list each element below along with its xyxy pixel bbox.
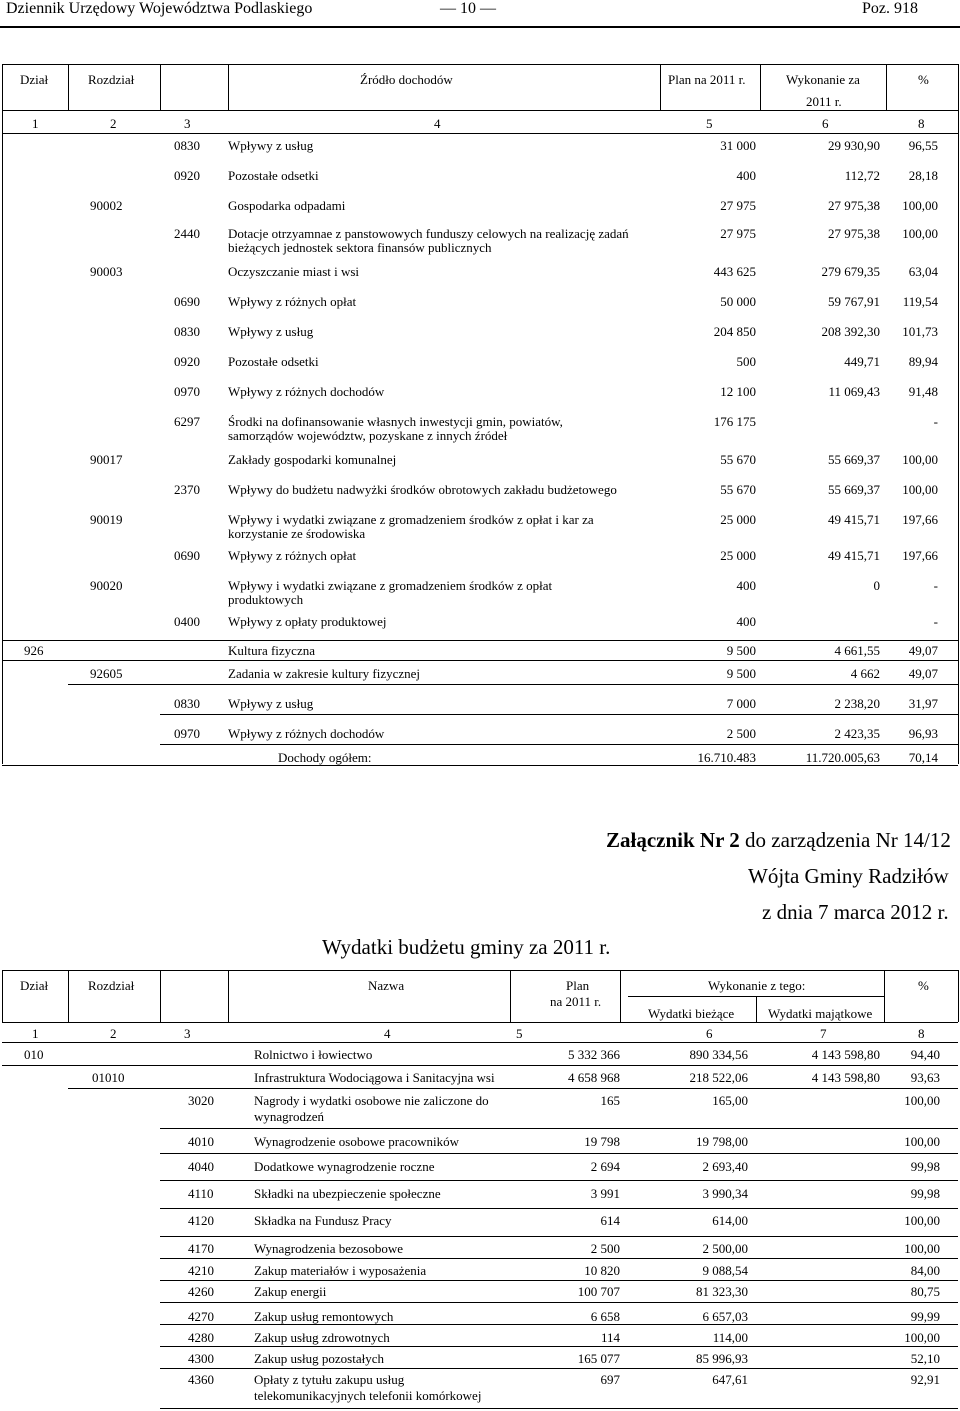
page-number: — 10 — [440, 0, 496, 17]
row-name: Wpływy z usług [228, 324, 314, 339]
row-paragraph: 0830 [174, 324, 200, 339]
row-plan: 6 658 [590, 1309, 620, 1324]
col-num-2: 2 [110, 1026, 117, 1041]
row-name: Pozostałe odsetki [228, 354, 319, 369]
row-name: Kultura fizyczna [228, 643, 315, 658]
row-rule [160, 1236, 958, 1237]
row-percent: 49,07 [908, 666, 938, 681]
row-execution: 27 975,38 [828, 226, 880, 241]
row-rozdzial: 90003 [90, 264, 123, 279]
row-paragraph: 0830 [174, 138, 200, 153]
annex-decree: do zarządzenia Nr 14/12 [739, 828, 951, 852]
row-plan: 31 000 [720, 138, 756, 153]
section-rule [2, 640, 958, 641]
row-plan: 9 500 [726, 666, 756, 681]
row-name: Wpływy z opłaty produktowej [228, 614, 387, 629]
row-name: Gospodarka odpadami [228, 198, 346, 213]
row-rule [160, 744, 958, 745]
row-name-cont: produktowych [228, 592, 304, 607]
row-rule [160, 1302, 958, 1303]
annex-line-2: Wójta Gminy Radziłów [748, 864, 949, 888]
row-execution: 49 415,71 [828, 548, 880, 563]
header-capital: Wydatki majątkowe [768, 1006, 873, 1021]
row-plan: 12 100 [720, 384, 756, 399]
header-current: Wydatki bieżące [648, 1006, 735, 1021]
header-rule [2, 110, 958, 111]
row-paragraph: 3020 [188, 1093, 214, 1108]
row-paragraph: 4170 [188, 1241, 214, 1256]
row-percent: - [933, 578, 938, 593]
row-current: 890 334,56 [689, 1047, 748, 1062]
row-percent: 101,73 [902, 324, 938, 339]
header-dzial: Dział [20, 72, 49, 87]
row-execution: 2 423,35 [834, 726, 880, 741]
row-percent: 99,98 [910, 1186, 940, 1201]
row-dzial: 926 [24, 643, 44, 658]
column-rule [756, 996, 757, 1022]
row-rozdzial: 90020 [90, 578, 123, 593]
row-percent: 100,00 [902, 482, 938, 497]
row-execution: 112,72 [844, 168, 880, 183]
row-execution: 279 679,35 [821, 264, 880, 279]
row-plan: 19 798 [584, 1134, 620, 1149]
row-percent: 84,00 [910, 1263, 940, 1278]
row-execution: 55 669,37 [828, 482, 880, 497]
col-number-rule [2, 133, 958, 134]
row-rule [160, 1324, 958, 1325]
row-name: Rolnictwo i łowiectwo [254, 1047, 373, 1062]
col-num-4: 4 [434, 116, 441, 131]
row-paragraph: 0690 [174, 294, 200, 309]
row-current: 19 798,00 [696, 1134, 748, 1149]
row-plan: 5 332 366 [568, 1047, 620, 1062]
row-rule [160, 1280, 958, 1281]
row-rule [160, 1153, 958, 1154]
col-num-8: 8 [918, 1026, 925, 1041]
header-source: Źródło dochodów [360, 72, 453, 87]
row-name: Zakup usług remontowych [254, 1309, 394, 1324]
row-rule [160, 1368, 958, 1369]
row-name: Opłaty z tytułu zakupu usług [254, 1372, 405, 1387]
row-plan: 114 [600, 1330, 620, 1345]
row-percent: - [933, 414, 938, 429]
row-name: Nagrody i wydatki osobowe nie zaliczone do [254, 1093, 489, 1108]
row-name: Wpływy z usług [228, 138, 314, 153]
row-rule [68, 684, 958, 685]
row-rule [160, 1128, 958, 1129]
row-plan: 4 658 968 [568, 1070, 620, 1085]
row-percent: 94,40 [910, 1047, 940, 1062]
row-percent: 99,99 [910, 1309, 940, 1324]
row-plan: 204 850 [713, 324, 756, 339]
row-rule [160, 1208, 958, 1209]
row-plan: 165 [600, 1093, 620, 1108]
col-num-4: 4 [384, 1026, 391, 1041]
header-percent: % [918, 978, 929, 993]
row-paragraph: 0920 [174, 168, 200, 183]
row-paragraph: 4360 [188, 1372, 214, 1387]
col-num-5: 5 [706, 116, 713, 131]
column-rule [958, 970, 959, 1022]
row-percent: 80,75 [910, 1284, 940, 1299]
row-current: 6 657,03 [702, 1309, 748, 1324]
row-paragraph: 4010 [188, 1134, 214, 1149]
column-rule [620, 970, 621, 1022]
row-rozdzial: 90019 [90, 512, 123, 527]
row-name: Pozostałe odsetki [228, 168, 319, 183]
row-name: Oczyszczanie miast i wsi [228, 264, 360, 279]
row-name-cont: bieżących jednostek sektora finansów publicznych [228, 240, 492, 255]
row-plan: 9 500 [726, 643, 756, 658]
row-paragraph: 4280 [188, 1330, 214, 1345]
table-top-rule [2, 64, 958, 65]
journal-title: Dziennik Urzędowy Województwa Podlaskiego [6, 0, 313, 17]
header-plan-year: na 2011 r. [550, 994, 602, 1009]
row-paragraph: 4120 [188, 1213, 214, 1228]
row-name: Wpływy do budżetu nadwyżki środków obrotowych zakładu budżetowego [228, 482, 617, 497]
row-name-cont: telekomunikacyjnych telefonii komórkowej [254, 1388, 482, 1403]
row-name: Wpływy i wydatki związane z gromadzeniem środków z opłat [228, 578, 553, 593]
col-num-8: 8 [918, 116, 925, 131]
row-percent: 197,66 [902, 548, 938, 563]
row-plan: 7 000 [726, 696, 756, 711]
row-paragraph: 0400 [174, 614, 200, 629]
row-plan: 697 [600, 1372, 620, 1387]
annex-line-1 [606, 828, 951, 853]
row-name-cont: korzystanie ze środowiska [228, 526, 366, 541]
annex-line-3: z dnia 7 marca 2012 r. [762, 900, 949, 924]
row-name: Dotacje otrzyamnae z panstowowych funduszy celowych na realizację zadań [228, 226, 629, 241]
row-name: Zakup materiałów i wyposażenia [254, 1263, 427, 1278]
row-capital: 4 143 598,80 [811, 1070, 880, 1085]
row-execution: 59 767,91 [828, 294, 880, 309]
row-plan: 443 625 [713, 264, 756, 279]
row-current: 9 088,54 [702, 1263, 748, 1278]
row-plan: 55 670 [720, 482, 756, 497]
row-plan: 2 694 [590, 1159, 620, 1174]
row-percent: 89,94 [908, 354, 938, 369]
row-name: Środki na dofinansowanie własnych inwestycji gmin, powiatów, [228, 414, 563, 429]
column-rule [160, 64, 161, 110]
col-num-1: 1 [32, 1026, 39, 1041]
row-plan: 27 975 [720, 226, 756, 241]
row-execution: 27 975,38 [828, 198, 880, 213]
header-execution: Wykonanie za [786, 72, 860, 87]
row-percent: 63,04 [908, 264, 938, 279]
row-paragraph: 0830 [174, 696, 200, 711]
column-rule [760, 64, 761, 110]
column-rule [2, 970, 3, 1022]
row-current: 85 996,93 [696, 1351, 748, 1366]
header-rozdzial: Rozdział [88, 72, 135, 87]
row-paragraph: 4040 [188, 1159, 214, 1174]
row-plan: 50 000 [720, 294, 756, 309]
column-rule [660, 64, 661, 110]
row-percent: 100,00 [902, 226, 938, 241]
row-name: Wpływy i wydatki związane z gromadzeniem środków z opłat i kar za [228, 512, 594, 527]
row-execution: 208 392,30 [821, 324, 880, 339]
row-percent: 100,00 [904, 1241, 940, 1256]
row-execution: 449,71 [844, 354, 880, 369]
row-current: 165,00 [712, 1093, 748, 1108]
row-percent: 100,00 [902, 452, 938, 467]
row-paragraph: 0970 [174, 726, 200, 741]
row-percent: 100,00 [904, 1093, 940, 1108]
row-plan: 2 500 [726, 726, 756, 741]
row-rule [160, 1258, 958, 1259]
col-num-7: 7 [820, 1026, 827, 1041]
row-percent: 119,54 [902, 294, 938, 309]
annex-number: Załącznik Nr 2 [606, 828, 740, 852]
row-execution: 49 415,71 [828, 512, 880, 527]
row-percent: 197,66 [902, 512, 938, 527]
row-rozdzial: 92605 [90, 666, 123, 681]
row-plan: 25 000 [720, 548, 756, 563]
row-rule [160, 1346, 958, 1347]
row-plan: 614 [600, 1213, 620, 1228]
row-execution: 55 669,37 [828, 452, 880, 467]
row-plan: 3 991 [590, 1186, 620, 1201]
col-num-3: 3 [184, 1026, 191, 1041]
row-rule [2, 660, 958, 661]
row-rule [160, 1408, 958, 1409]
total-execution: 11.720.005,63 [805, 750, 880, 765]
row-rule [2, 1065, 958, 1066]
col-num-6: 6 [706, 1026, 713, 1041]
row-execution: 4 662 [850, 666, 880, 681]
header-execution: Wykonanie z tego: [708, 978, 806, 993]
row-paragraph: 4300 [188, 1351, 214, 1366]
row-current: 3 990,34 [702, 1186, 748, 1201]
column-rule [886, 64, 887, 110]
row-name: Wynagrodzenia bezosobowe [254, 1241, 404, 1256]
row-dzial: 010 [24, 1047, 44, 1062]
column-rule [160, 970, 161, 1022]
row-rozdzial: 01010 [92, 1070, 125, 1085]
row-name: Zakup usług zdrowotnych [254, 1330, 390, 1345]
header-rozdzial: Rozdział [88, 978, 135, 993]
row-name: Wpływy z usług [228, 696, 314, 711]
table-top-rule [2, 970, 958, 971]
position-number: Poz. 918 [862, 0, 918, 17]
row-percent: 100,00 [904, 1134, 940, 1149]
row-percent: 52,10 [910, 1351, 940, 1366]
row-capital: 4 143 598,80 [811, 1047, 880, 1062]
col-num-5: 5 [516, 1026, 523, 1041]
column-rule [68, 64, 69, 110]
col-num-2: 2 [110, 116, 117, 131]
col-num-1: 1 [32, 116, 39, 131]
row-execution: 2 238,20 [834, 696, 880, 711]
col-number-rule [2, 1042, 958, 1043]
row-execution: 11 069,43 [828, 384, 880, 399]
row-percent: - [933, 614, 938, 629]
row-rozdzial: 90002 [90, 198, 123, 213]
total-plan: 16.710.483 [697, 750, 756, 765]
row-name: Zakłady gospodarki komunalnej [228, 452, 397, 467]
row-rule [160, 714, 958, 715]
row-current: 647,61 [712, 1372, 748, 1387]
row-plan: 400 [736, 578, 756, 593]
row-plan: 176 175 [713, 414, 756, 429]
row-plan: 25 000 [720, 512, 756, 527]
row-percent: 92,91 [910, 1372, 940, 1387]
row-paragraph: 0970 [174, 384, 200, 399]
row-current: 2 693,40 [702, 1159, 748, 1174]
row-name: Zadania w zakresie kultury fizycznej [228, 666, 421, 681]
row-paragraph: 4110 [188, 1186, 214, 1201]
row-name: Wpływy z różnych opłat [228, 548, 357, 563]
row-percent: 100,00 [904, 1213, 940, 1228]
row-current: 81 323,30 [696, 1284, 748, 1299]
row-plan: 100 707 [577, 1284, 620, 1299]
row-rule [68, 1088, 958, 1089]
row-name: Wpływy z różnych dochodów [228, 384, 385, 399]
header-rule [0, 26, 960, 28]
row-name: Zakup energii [254, 1284, 327, 1299]
row-execution: 29 930,90 [828, 138, 880, 153]
header-plan: Plan [566, 978, 590, 993]
column-rule [958, 64, 959, 764]
row-name: Wpływy z różnych opłat [228, 294, 357, 309]
total-percent: 70,14 [908, 750, 938, 765]
row-name-cont: wynagrodzeń [254, 1109, 325, 1124]
row-plan: 10 820 [584, 1263, 620, 1278]
row-percent: 96,55 [908, 138, 938, 153]
row-name: Infrastruktura Wodociągowa i Sanitacyjna wsi [254, 1070, 495, 1085]
row-plan: 400 [736, 168, 756, 183]
header-name: Nazwa [368, 978, 405, 993]
table-bottom-rule [2, 765, 958, 766]
row-rule [160, 1180, 958, 1181]
row-current: 614,00 [712, 1213, 748, 1228]
row-paragraph: 4210 [188, 1263, 214, 1278]
row-current: 114,00 [712, 1330, 748, 1345]
row-rozdzial: 90017 [90, 452, 123, 467]
header-plan: Plan na 2011 r. [668, 72, 746, 87]
row-paragraph: 0920 [174, 354, 200, 369]
row-plan: 27 975 [720, 198, 756, 213]
row-current: 218 522,06 [689, 1070, 748, 1085]
row-current: 2 500,00 [702, 1241, 748, 1256]
col-num-3: 3 [184, 116, 191, 131]
total-label: Dochody ogółem: [278, 750, 372, 765]
row-percent: 31,97 [908, 696, 938, 711]
row-name: Składki na ubezpieczenie społeczne [254, 1186, 441, 1201]
header-dzial: Dział [20, 978, 49, 993]
row-plan: 400 [736, 614, 756, 629]
row-name: Wynagrodzenie osobowe pracowników [254, 1134, 459, 1149]
column-rule [228, 64, 229, 110]
row-paragraph: 2370 [174, 482, 200, 497]
column-rule [884, 970, 885, 1022]
row-name: Dodatkowe wynagrodzenie roczne [254, 1159, 435, 1174]
row-percent: 93,63 [910, 1070, 940, 1085]
column-rule [2, 64, 3, 764]
header-execution-year: 2011 r. [806, 94, 842, 109]
row-paragraph: 2440 [174, 226, 200, 241]
row-percent: 100,00 [902, 198, 938, 213]
row-percent: 49,07 [908, 643, 938, 658]
row-plan: 55 670 [720, 452, 756, 467]
row-plan: 2 500 [590, 1241, 620, 1256]
column-rule [510, 970, 511, 1022]
row-name: Składka na Fundusz Pracy [254, 1213, 392, 1228]
row-name: Wpływy z różnych dochodów [228, 726, 385, 741]
row-execution: 4 661,55 [834, 643, 880, 658]
row-paragraph: 6297 [174, 414, 200, 429]
row-percent: 99,98 [910, 1159, 940, 1174]
row-plan: 165 077 [577, 1351, 620, 1366]
column-rule [68, 970, 69, 1022]
header-percent: % [918, 72, 929, 87]
row-execution: 0 [873, 578, 880, 593]
row-plan: 500 [736, 354, 756, 369]
row-percent: 96,93 [908, 726, 938, 741]
row-percent: 91,48 [908, 384, 938, 399]
row-paragraph: 0690 [174, 548, 200, 563]
row-paragraph: 4270 [188, 1309, 214, 1324]
column-rule [228, 970, 229, 1022]
row-name-cont: samorządów województw, pozyskane z innych źródeł [228, 428, 508, 443]
row-percent: 100,00 [904, 1330, 940, 1345]
header-rule [2, 1022, 958, 1023]
row-name: Zakup usług pozostałych [254, 1351, 384, 1366]
col-num-6: 6 [822, 116, 829, 131]
expenses-title: Wydatki budżetu gminy za 2011 r. [322, 935, 611, 959]
row-paragraph: 4260 [188, 1284, 214, 1299]
row-percent: 28,18 [908, 168, 938, 183]
